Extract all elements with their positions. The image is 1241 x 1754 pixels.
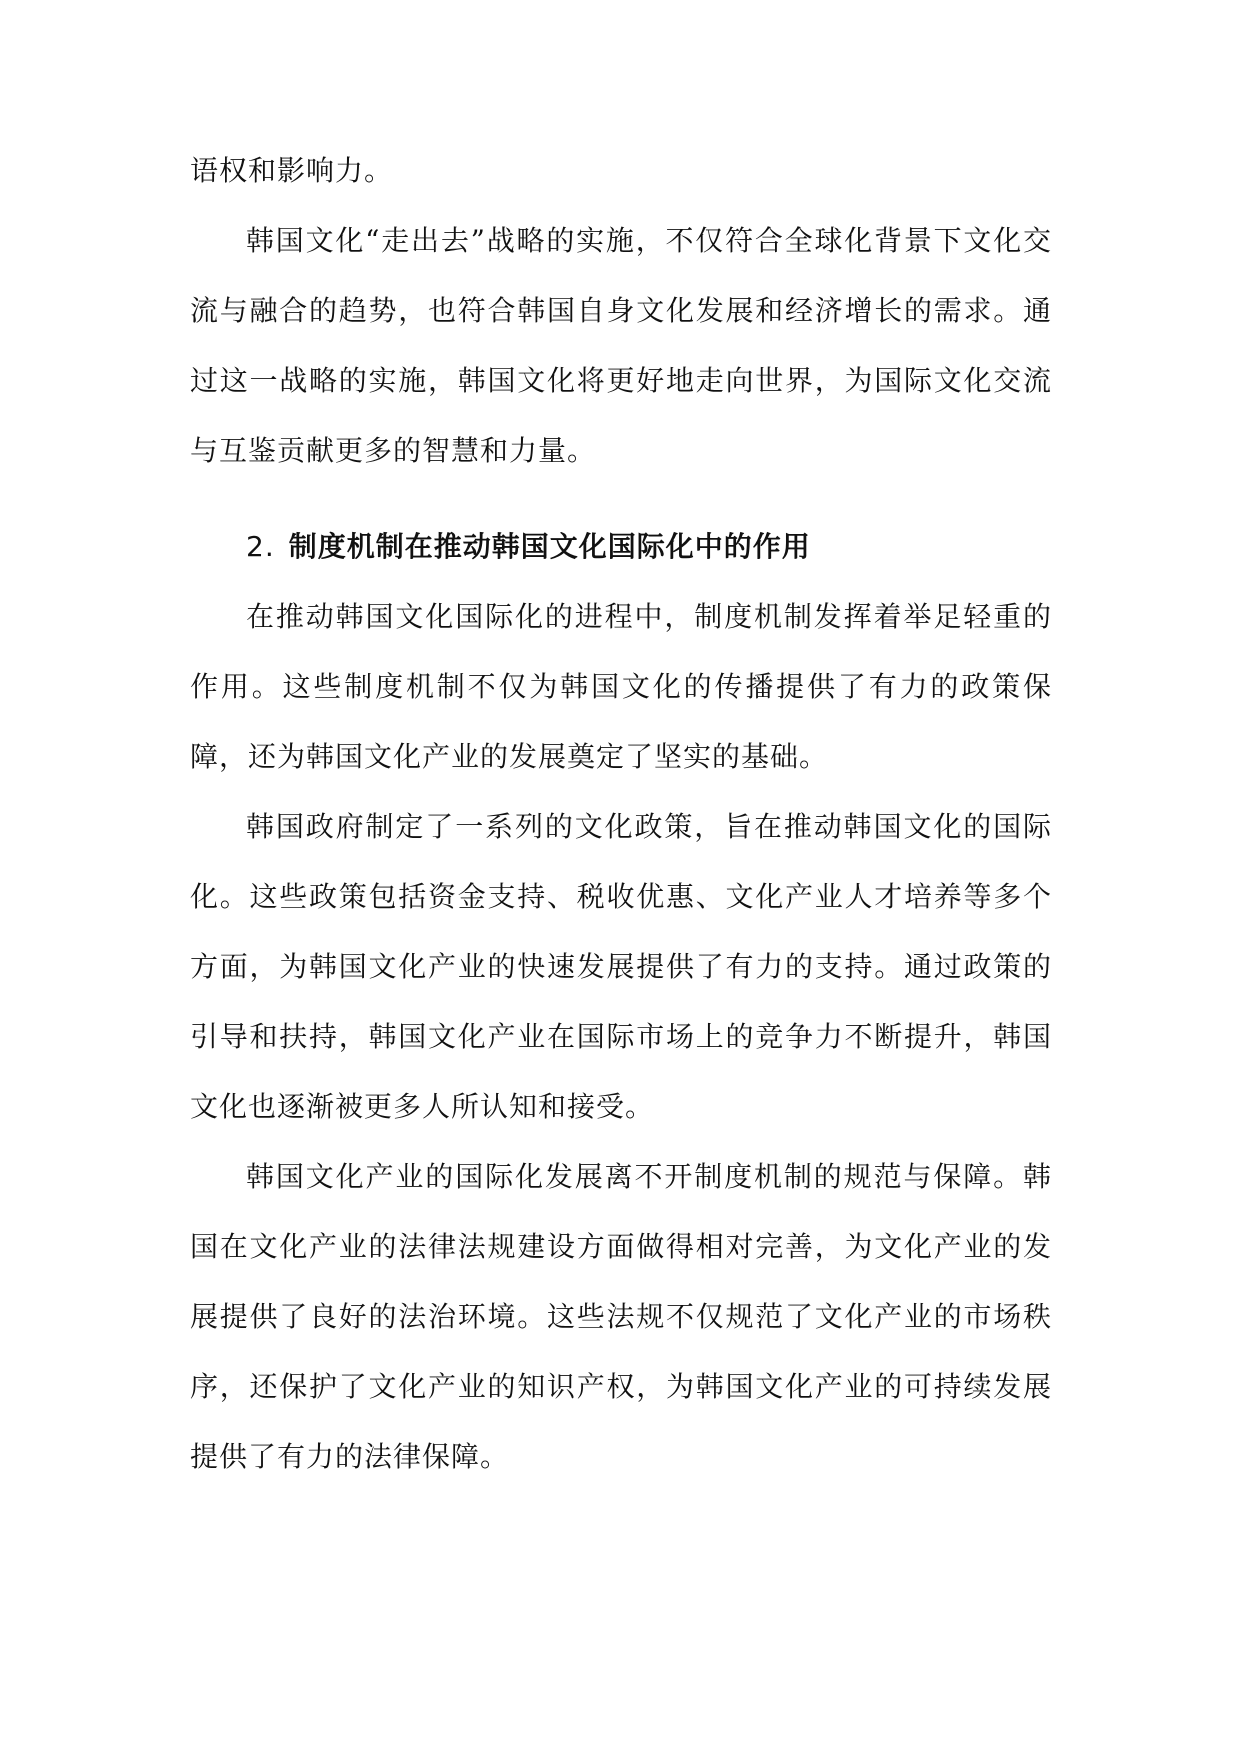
section-heading bbox=[190, 512, 1052, 582]
paragraph-continuation: 语权和影响力。 bbox=[190, 154, 394, 187]
section-heading-title: 制度机制在推动韩国文化国际化中的作用 bbox=[288, 530, 811, 563]
paragraph-strategy-summary: 韩国文化“走出去”战略的实施，不仅符合全球化背景下文化交流与融合的趋势，也符合韩国自身文化发展和经济增长的需求。通过这一战略的实施，韩国文化将更好地走向世界，为国际文化交流与互鉴贡献更多的智慧和力量。 bbox=[190, 224, 1052, 467]
paragraph-government-policy: 韩国政府制定了一系列的文化政策，旨在推动韩国文化的国际化。这些政策包括资金支持、税收优惠、文化产业人才培养等多个方面，为韩国文化产业的快速发展提供了有力的支持。通过政策的引导和扶持，韩国文化产业在国际市场上的竞争力不断提升，韩国文化也逐渐被更多人所认知和接受。 bbox=[190, 810, 1052, 1123]
section-heading-number: 2. bbox=[246, 530, 275, 563]
paragraph-institutional-role: 在推动韩国文化国际化的进程中，制度机制发挥着举足轻重的作用。这些制度机制不仅为韩国文化的传播提供了有力的政策保障，还为韩国文化产业的发展奠定了坚实的基础。 bbox=[190, 600, 1052, 773]
text-column bbox=[190, 136, 1052, 1492]
paragraph-legal-framework: 韩国文化产业的国际化发展离不开制度机制的规范与保障。韩国在文化产业的法律法规建设方面做得相对完善，为文化产业的发展提供了良好的法治环境。这些法规不仅规范了文化产业的市场秩序，还保护了文化产业的知识产权，为韩国文化产业的可持续发展提供了有力的法律保障。 bbox=[190, 1160, 1052, 1473]
section-spacer bbox=[190, 486, 1052, 512]
